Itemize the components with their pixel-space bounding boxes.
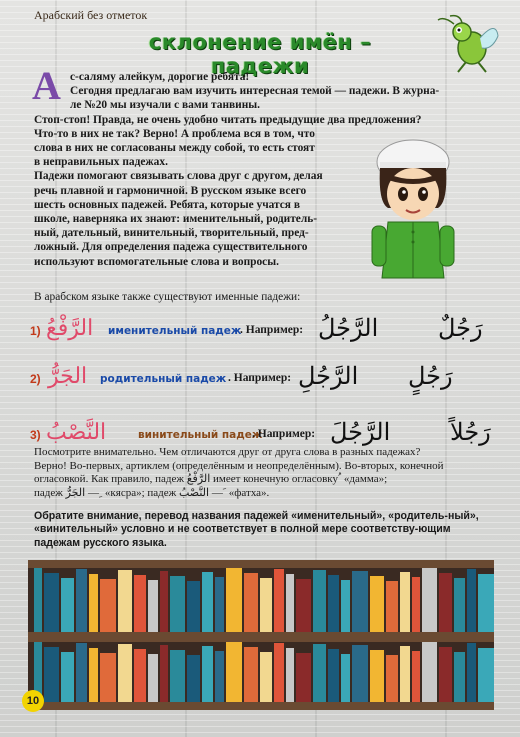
book-spine [44, 647, 59, 702]
book-spine [215, 577, 224, 632]
intro-line: ный, дательный, винительный, творительный, пред- [34, 227, 309, 240]
intro-line: Стоп-стоп! Правда, не очень удобно читать предыдущие два предложения? [34, 113, 422, 126]
translation-note: Обратите внимание, перевод названия падежей «именительный», «родитель-ный», «винительный» условно и не соответствует в полной мере соответству-ющим падежам русского языка. [34, 510, 479, 549]
book-spine [478, 648, 494, 702]
case-number: 2) [30, 372, 41, 386]
book-spine [160, 571, 168, 632]
book-spine [187, 655, 200, 702]
book-spine [412, 651, 420, 702]
book-spine [61, 578, 74, 632]
book-spine [478, 574, 494, 632]
case-example-definite: الرَّجُلَ [330, 418, 391, 446]
book-spine [226, 642, 242, 702]
grasshopper-illustration [432, 14, 502, 74]
explanation-text [34, 446, 494, 500]
body-line: Верно! Во-первых, артиклем (определённым и неопределённым). Во-вторых, конечной [34, 459, 444, 472]
page-title: склонение имён – падежи [148, 30, 372, 78]
book-spine [244, 573, 258, 632]
book-spine [89, 574, 98, 632]
body-line: падеж الجَرُّ — ِ «кясра»; падеж النَّصْبُ — َ «фатха». [34, 486, 270, 499]
case-example-definite: الرَّجُلِ [298, 362, 359, 390]
book-spine [274, 643, 284, 702]
book-spine [100, 653, 116, 702]
intro-line: Падежи помогают связывать слова друг с другом, делая [34, 170, 323, 183]
book-spine [260, 578, 272, 632]
case-row-genitive [30, 362, 510, 404]
book-spine [61, 652, 74, 702]
book-spine [76, 569, 87, 632]
book-spine [439, 647, 452, 702]
case-number: 3) [30, 428, 41, 442]
book-spine [313, 644, 326, 702]
book-spine [215, 651, 224, 702]
book-spine [202, 646, 213, 702]
intro-line: речь плавной и гармоничной. В русском языке всего [34, 184, 307, 197]
book-spine [44, 573, 59, 632]
book-spine [286, 574, 294, 632]
book-spine [370, 650, 384, 702]
book-spine [422, 642, 437, 702]
case-example-label: . Например: [252, 428, 316, 440]
book-spine [313, 570, 326, 632]
book-spine [100, 579, 116, 632]
book-spine [454, 652, 465, 702]
case-example-indefinite: رَجُلٌ [438, 314, 483, 342]
book-spine [76, 643, 87, 702]
intro-line: Что-то в них не так? Верно! А проблема вся в том, что [34, 127, 315, 140]
book-spine [89, 648, 98, 702]
book-spine [467, 569, 476, 632]
book-spine [118, 644, 132, 702]
intro-line: школе, наверняка их знают: именительный, родитель- [34, 213, 318, 226]
book-spine [400, 572, 410, 632]
book-spine [170, 576, 185, 632]
book-spine [244, 647, 258, 702]
book-spine [328, 649, 339, 702]
case-name: именительный падеж [108, 325, 242, 337]
case-name: винительный падеж [138, 429, 263, 441]
book-spine [134, 575, 146, 632]
book-spine [148, 654, 158, 702]
book-spine [370, 576, 384, 632]
boy-illustration [358, 122, 468, 282]
case-example-indefinite: رَجُلاً [450, 418, 491, 446]
book-spine [386, 581, 398, 632]
bookshelf-illustration [28, 560, 494, 710]
case-row-nominative [30, 314, 510, 356]
book-spine [328, 575, 339, 632]
case-example-label: . Например: [228, 372, 292, 384]
book-spine [467, 643, 476, 702]
case-arabic-name: الجَرُّ [48, 364, 88, 389]
book-spine [187, 581, 200, 632]
book-spine [170, 650, 185, 702]
book-spine [439, 573, 452, 632]
book-spine [226, 568, 242, 632]
book-spine [202, 572, 213, 632]
book-spine [118, 570, 132, 632]
rubric-label: Арабский без отметок [34, 8, 148, 22]
case-example-definite: الرَّجُلُ [318, 314, 379, 342]
case-arabic-name: النَّصْبُ [46, 420, 107, 445]
case-example-label: . Например: [240, 324, 304, 336]
book-spine [134, 649, 146, 702]
body-line: огласовкой. Как правило, падеж الرَّفْعُ имеет конечную огласовку ُ «дамма»; [34, 473, 388, 486]
book-spine [160, 645, 168, 702]
intro-line: в неправильных падежах. [34, 156, 168, 169]
book-spine [148, 580, 158, 632]
book-spine [352, 645, 368, 702]
book-spine [274, 569, 284, 632]
book-spine [260, 652, 272, 702]
arabic-cases-intro: В арабском языке также существуют именные падежи: [34, 291, 301, 303]
book-spine [454, 578, 465, 632]
intro-line: Сегодня предлагаю вам изучить интересная темой — падежи. В журна- [70, 85, 440, 98]
case-example-indefinite: رَجُلٍ [408, 362, 453, 390]
book-spine [352, 571, 368, 632]
page-number: 10 [22, 690, 44, 712]
case-name: родительный падеж [100, 373, 227, 385]
book-spine [286, 648, 294, 702]
book-spine [34, 568, 42, 632]
intro-line: ле №20 мы изучали с вами танвины. [70, 99, 261, 112]
case-arabic-name: الرَّفْعُ [46, 316, 94, 341]
intro-line: шесть основных падежей. Ребята, которые учатся в [34, 198, 300, 211]
book-spine [400, 646, 410, 702]
intro-line: ложный. Для определения падежа существительного [34, 241, 308, 254]
book-spine [386, 655, 398, 702]
intro-line: слова в них не согласованы между собой, то есть стоят [34, 142, 315, 155]
book-spine [341, 580, 350, 632]
book-spine [412, 577, 420, 632]
book-spine [341, 654, 350, 702]
case-number: 1) [30, 324, 41, 338]
book-spine [422, 568, 437, 632]
book-spine [296, 579, 311, 632]
book-spine [296, 653, 311, 702]
intro-line: с-саляму алейкум, дорогие ребята! [70, 71, 250, 83]
body-line: Посмотрите внимательно. Чем отличаются друг от друга слова в разных падежах? [34, 446, 421, 458]
drop-cap: А [32, 63, 61, 108]
intro-line: используют вспомогательные слова и вопросы. [34, 255, 279, 268]
